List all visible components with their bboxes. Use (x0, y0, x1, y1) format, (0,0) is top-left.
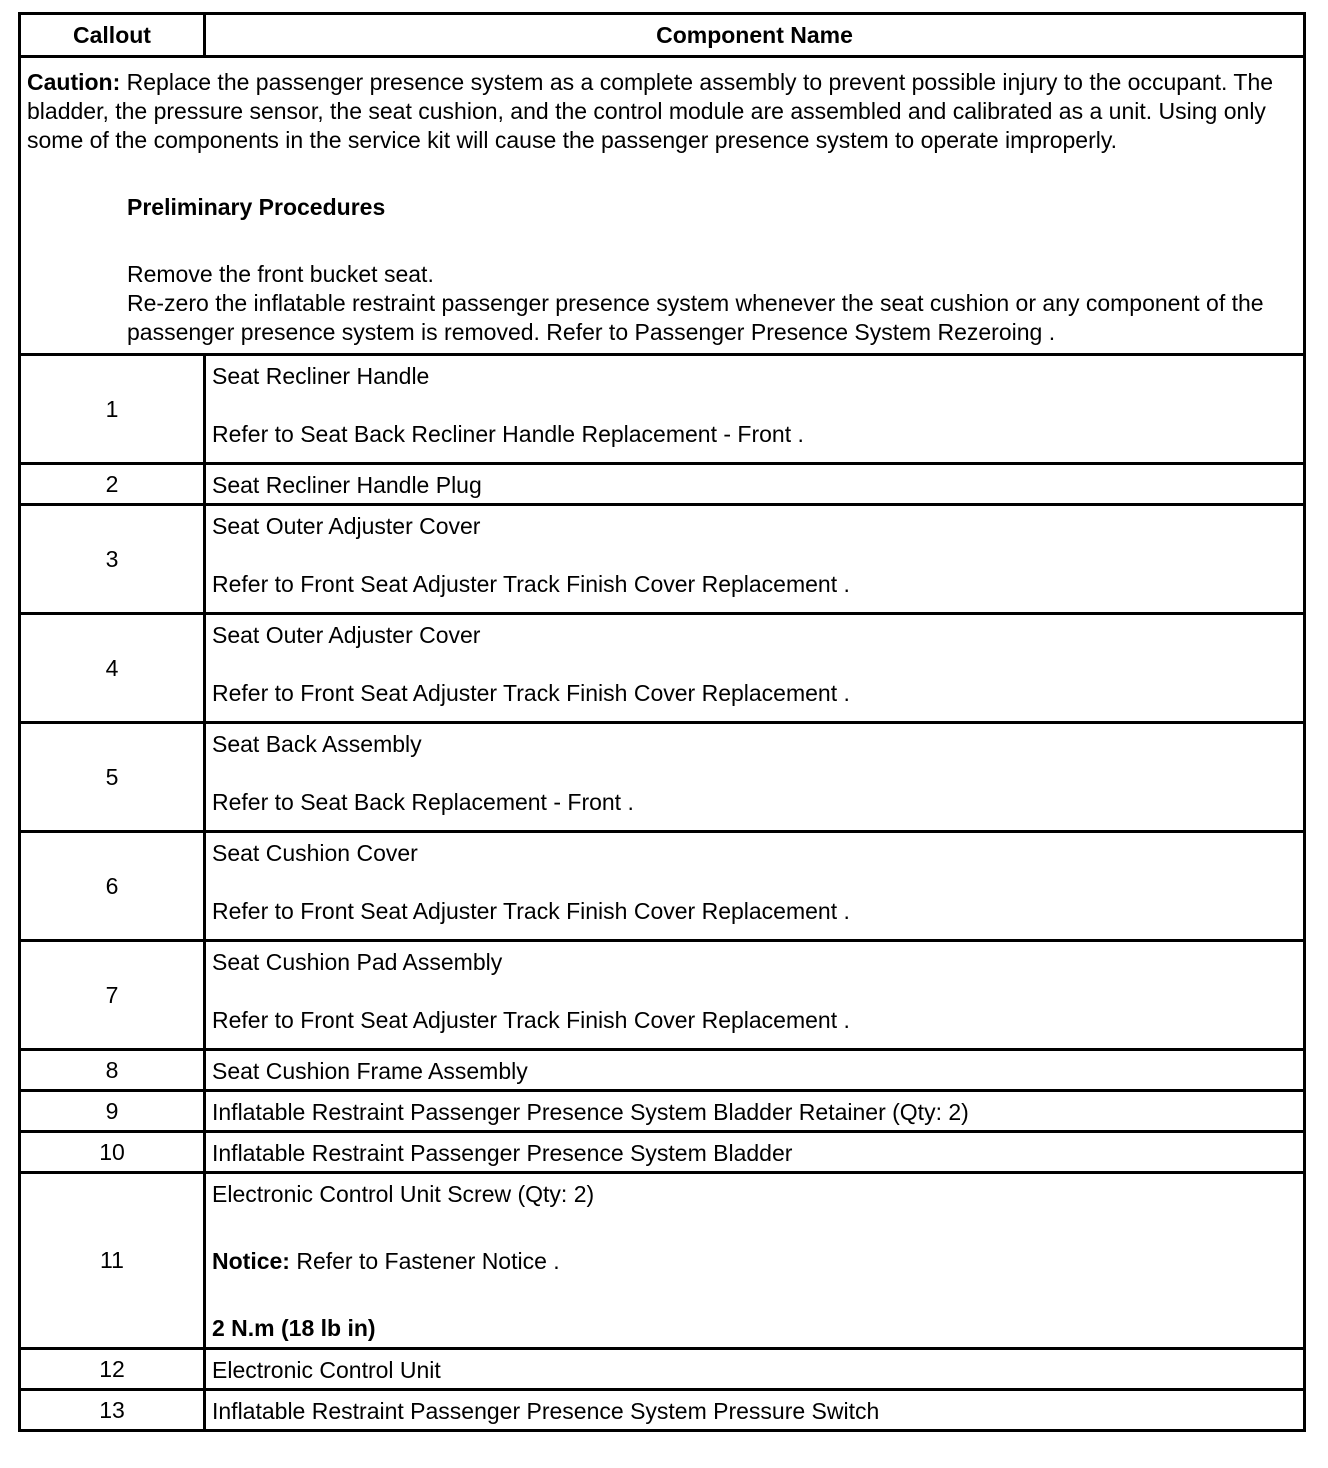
callout-cell: 6 (20, 832, 205, 941)
callout-header: Callout (20, 14, 205, 57)
table-row (20, 1091, 1305, 1132)
parts-table (18, 12, 1306, 1432)
prelim-step: Re-zero the inflatable restraint passenger presence system whenever the seat cushion or any component of the passenger presence system is removed. Refer to Passenger Presence System Rezeroing . (127, 290, 1264, 345)
component-name: Seat Outer Adjuster Cover (212, 622, 481, 648)
component-name: Seat Cushion Frame Assembly (212, 1058, 528, 1084)
caution-cell (20, 57, 1305, 355)
component-cell (205, 505, 1305, 614)
caution-label: Caution: (27, 69, 121, 95)
table-row (20, 1132, 1305, 1173)
component-cell (205, 1173, 1305, 1349)
reference-text: Refer to Seat Back Replacement - Front . (212, 789, 634, 815)
component-cell (205, 355, 1305, 464)
callout-cell: 4 (20, 614, 205, 723)
component-name: Seat Outer Adjuster Cover (212, 513, 481, 539)
component-cell (205, 941, 1305, 1050)
callout-cell: 12 (20, 1349, 205, 1390)
table-row (20, 1050, 1305, 1091)
prelim-title: Preliminary Procedures (127, 194, 386, 220)
component-name: Seat Recliner Handle (212, 363, 430, 389)
callout-cell: 10 (20, 1132, 205, 1173)
table-row (20, 505, 1305, 614)
caution-paragraph (27, 68, 1297, 155)
component-cell (205, 1390, 1305, 1431)
component-cell (205, 464, 1305, 505)
component-cell (205, 1132, 1305, 1173)
component-name: Inflatable Restraint Passenger Presence System Bladder (212, 1140, 793, 1166)
component-cell (205, 723, 1305, 832)
table-row (20, 464, 1305, 505)
reference-text: Refer to Front Seat Adjuster Track Finish Cover Replacement . (212, 898, 850, 924)
table-row (20, 1349, 1305, 1390)
table-row (20, 832, 1305, 941)
callout-cell: 9 (20, 1091, 205, 1132)
callout-cell: 8 (20, 1050, 205, 1091)
component-name: Electronic Control Unit (212, 1357, 441, 1383)
reference-text: Refer to Seat Back Recliner Handle Replacement - Front . (212, 421, 804, 447)
component-cell (205, 1349, 1305, 1390)
table-row (20, 614, 1305, 723)
component-name: Seat Cushion Pad Assembly (212, 949, 503, 975)
table-row (20, 1390, 1305, 1431)
component-name: Seat Back Assembly (212, 731, 422, 757)
header-row (20, 14, 1305, 57)
caution-row (20, 57, 1305, 355)
callout-cell: 13 (20, 1390, 205, 1431)
component-name: Inflatable Restraint Passenger Presence System Bladder Retainer (Qty: 2) (212, 1099, 969, 1125)
reference-text: Refer to Front Seat Adjuster Track Finish Cover Replacement . (212, 680, 850, 706)
component-cell (205, 832, 1305, 941)
torque-spec: 2 N.m (18 lb in) (212, 1315, 376, 1341)
table-row (20, 1173, 1305, 1349)
table-row (20, 355, 1305, 464)
reference-text: Refer to Front Seat Adjuster Track Finish Cover Replacement . (212, 571, 850, 597)
component-name: Electronic Control Unit Screw (Qty: 2) (212, 1181, 595, 1207)
component-name: Seat Recliner Handle Plug (212, 472, 482, 498)
callout-cell: 7 (20, 941, 205, 1050)
component-cell (205, 614, 1305, 723)
notice-text: Notice: Refer to Fastener Notice . (212, 1248, 560, 1274)
table-row (20, 723, 1305, 832)
callout-cell: 11 (20, 1173, 205, 1349)
component-name: Inflatable Restraint Passenger Presence System Pressure Switch (212, 1398, 880, 1424)
callout-cell: 5 (20, 723, 205, 832)
caution-text: Replace the passenger presence system as a complete assembly to prevent possible injury to the occupant. The bladder, the pressure sensor, the seat cushion, and the control module are assembled and calibrated as a unit. Using only some of the components in the service kit will cause the passenger presence system to operate improperly. (27, 69, 1274, 153)
reference-text: Refer to Front Seat Adjuster Track Finish Cover Replacement . (212, 1007, 850, 1033)
prelim-step: Remove the front bucket seat. (127, 261, 434, 287)
component-cell (205, 1091, 1305, 1132)
callout-cell: 3 (20, 505, 205, 614)
component-cell (205, 1050, 1305, 1091)
callout-cell: 1 (20, 355, 205, 464)
component-header: Component Name (205, 14, 1305, 57)
component-name: Seat Cushion Cover (212, 840, 418, 866)
table-row (20, 941, 1305, 1050)
callout-cell: 2 (20, 464, 205, 505)
notice-label: Notice: (212, 1248, 290, 1274)
